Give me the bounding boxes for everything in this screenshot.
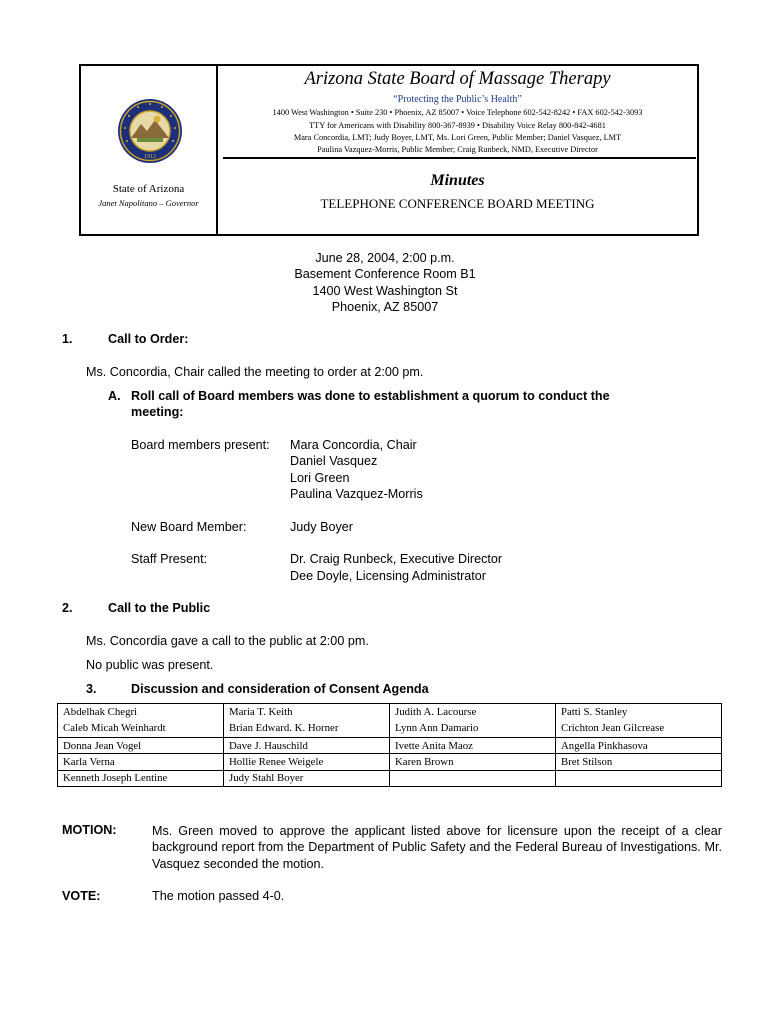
board-name: Arizona State Board of Massage Therapy <box>304 69 611 89</box>
letterhead-right-panel <box>218 66 697 234</box>
section-1-title: Call to Order: <box>108 332 189 346</box>
roll-call-heading-line1: Roll call of Board members was done to establishment a quorum to conduct the <box>131 389 610 403</box>
table-cell <box>58 704 224 738</box>
board-member: Lori Green <box>290 471 350 485</box>
table-cell: Angella Pinkhasova <box>556 738 722 754</box>
meeting-date-time: June 28, 2004, 2:00 p.m. <box>315 251 455 265</box>
staff-label: Staff Present: <box>131 552 208 566</box>
vote-text: The motion passed 4-0. <box>152 889 285 903</box>
roll-call-letter: A. <box>108 389 121 403</box>
letterhead-divider <box>223 157 696 159</box>
table-row <box>58 754 722 770</box>
section-1-text: Ms. Concordia, Chair called the meeting to order at 2:00 pm. <box>86 365 424 379</box>
table-cell: Hollie Renee Weigele <box>224 754 390 770</box>
board-member: Paulina Vazquez-Morris <box>290 487 423 501</box>
section-3-title: Discussion and consideration of Consent Agenda <box>131 682 429 696</box>
table-cell <box>556 704 722 738</box>
table-cell: Karla Verna <box>58 754 224 770</box>
applicant-name: Abdelhak Chegri Caleb Micah Weinhardt <box>63 706 166 734</box>
table-cell <box>224 704 390 738</box>
table-cell <box>556 770 722 786</box>
table-cell: Karen Brown <box>390 754 556 770</box>
document-title: Minutes <box>430 172 485 189</box>
section-2-text-1: Ms. Concordia gave a call to the public at 2:00 pm. <box>86 634 369 648</box>
meeting-city: Phoenix, AZ 85007 <box>331 300 439 315</box>
motion-text: Ms. Green moved to approve the applicant listed above for licensure upon the receipt of a clear background report from the Department of Public Safety and the Federal Bureau of Investigations. Mr. Vasquez seconded the motion. <box>152 824 722 871</box>
board-member: Mara Concordia, Chair <box>290 438 417 452</box>
roll-call-heading-line2: meeting: <box>131 405 184 419</box>
table-row <box>58 738 722 754</box>
applicant-name: Patti S. Stanley Crichton Jean Gilcrease <box>561 706 665 734</box>
table-cell: Donna Jean Vogel <box>58 738 224 754</box>
new-member-label: New Board Member: <box>131 520 247 534</box>
applicant-table <box>57 703 722 787</box>
section-2-number: 2. <box>62 601 73 615</box>
section-2-text-2: No public was present. <box>86 658 214 672</box>
applicant-name: Maria T. Keith Brian Edward. K. Horner <box>229 706 339 734</box>
meeting-type: TELEPHONE CONFERENCE BOARD MEETING <box>320 196 595 211</box>
state-label: State of Arizona <box>112 183 185 195</box>
motion-label: MOTION: <box>62 823 117 837</box>
meeting-street: 1400 West Washington St <box>312 283 458 298</box>
tty-line: TTY for Americans with Disability 800-367-8939 • Disability Voice Relay 800-842-4681 <box>309 121 606 130</box>
members-line-2: Paulina Vazquez-Morris, Public Member; Craig Runbeck, NMD, Executive Director <box>317 145 598 154</box>
table-cell: Bret Stilson <box>556 754 722 770</box>
letterhead-left-panel <box>81 66 218 234</box>
tagline: “Protecting the Public’s Health” <box>393 94 522 105</box>
letterhead <box>79 64 699 236</box>
table-cell: Ivette Anita Maoz <box>390 738 556 754</box>
meeting-room: Basement Conference Room B1 <box>294 267 476 282</box>
new-member: Judy Boyer <box>290 520 353 534</box>
table-cell <box>390 770 556 786</box>
table-cell: Judy Stahl Boyer <box>224 770 390 786</box>
table-cell <box>390 704 556 738</box>
vote-label: VOTE: <box>62 889 101 903</box>
governor-label: Janet Napolitano – Governor <box>98 198 199 208</box>
section-3-number: 3. <box>86 682 97 696</box>
meeting-info <box>0 250 770 316</box>
table-row <box>58 704 722 738</box>
members-line-1: Mara Concordia, LMT; Judy Boyer, LMT, Ms. Lori Green, Public Member; Daniel Vasquez, LMT <box>293 133 622 142</box>
seal-year: 1912 <box>144 154 156 160</box>
board-present-label: Board members present: <box>131 438 270 452</box>
board-member: Daniel Vasquez <box>290 454 378 468</box>
table-row <box>58 770 722 786</box>
state-seal-icon <box>117 98 183 164</box>
address-line: 1400 West Washington • Suite 230 • Phoenix, AZ 85007 • Voice Telephone 602-542-8242 • FAX 602-542-3093 <box>272 108 643 117</box>
section-2-title: Call to the Public <box>108 601 211 615</box>
section-1-number: 1. <box>62 332 73 346</box>
table-cell: Dave J. Hauschild <box>224 738 390 754</box>
table-cell: Kenneth Joseph Lentine <box>58 770 224 786</box>
staff-member: Dee Doyle, Licensing Administrator <box>290 569 486 583</box>
staff-member: Dr. Craig Runbeck, Executive Director <box>290 552 503 566</box>
applicant-name: Judith A. Lacourse Lynn Ann Damario <box>395 706 479 734</box>
